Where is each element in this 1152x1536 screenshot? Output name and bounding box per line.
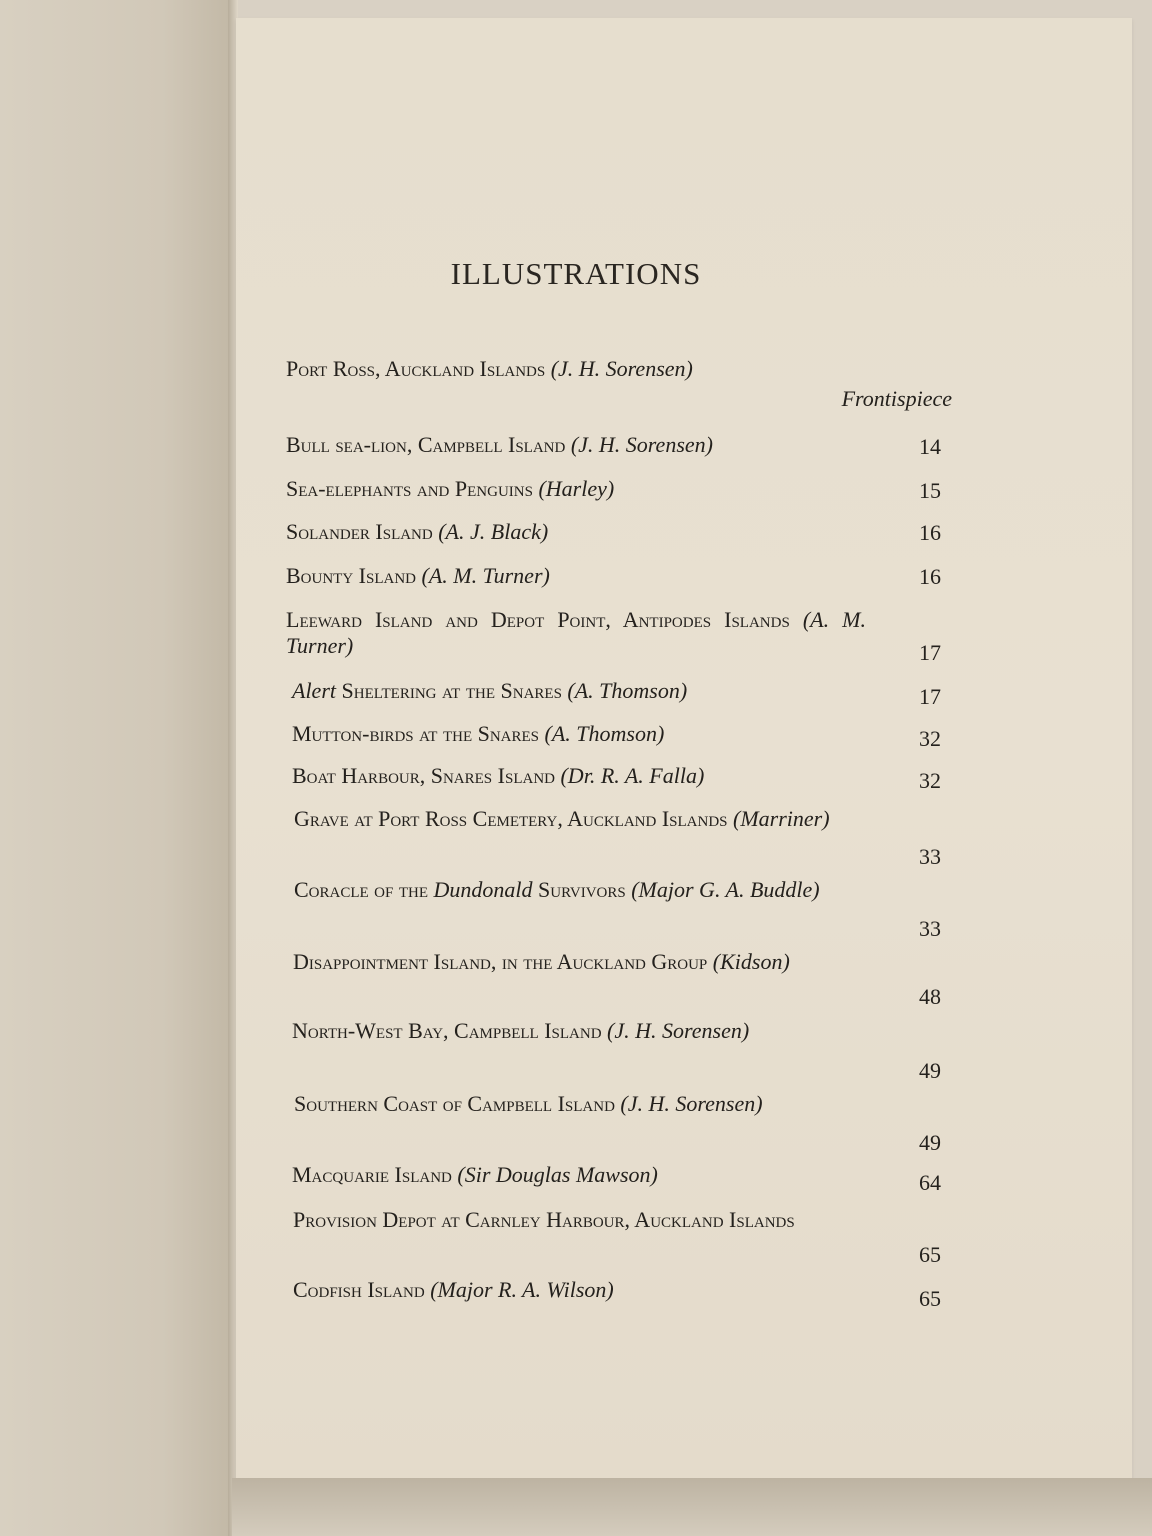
- list-item: [293, 1207, 865, 1233]
- entry-label: Southern Coast of Campbell Island: [294, 1091, 615, 1116]
- entry-label: Macquarie Island: [292, 1162, 452, 1187]
- entry-page-number: 15: [919, 478, 941, 503]
- list-item: [286, 519, 866, 545]
- entry-page-number: 16: [919, 564, 941, 589]
- entry-credit: (A. Thomson): [544, 721, 665, 746]
- list-item: [292, 678, 872, 704]
- entry-credit: (Kidson): [712, 949, 790, 974]
- entry-label: Mutton-birds at the Snares: [292, 721, 540, 746]
- list-item: [292, 763, 872, 789]
- entry-label: Solander Island: [286, 519, 433, 544]
- entry-page-number: 33: [919, 916, 941, 941]
- entry-label: Boat Harbour, Snares Island: [292, 763, 555, 788]
- facing-page: [0, 0, 232, 1536]
- list-item: [294, 806, 866, 832]
- entry-credit: (Dr. R. A. Falla): [560, 763, 705, 788]
- entry-credit: (A. M. Turner): [286, 607, 866, 658]
- entry-credit: (J. H. Sorensen): [607, 1018, 750, 1043]
- list-item: [293, 1277, 873, 1303]
- entry-page-number: 33: [919, 844, 941, 869]
- page-title: ILLUSTRATIONS: [450, 256, 702, 291]
- entry-credit: (J. H. Sorensen): [620, 1091, 763, 1116]
- list-item: [292, 1018, 864, 1044]
- entry-label: Port Ross, Auckland Islands: [286, 356, 546, 381]
- list-item: [286, 476, 866, 502]
- entry-page-number: 49: [919, 1058, 941, 1083]
- entry-credit: (J. H. Sorensen): [550, 356, 693, 381]
- list-item: [292, 721, 872, 747]
- list-item: [293, 949, 865, 975]
- entry-page-number: 48: [919, 984, 941, 1009]
- entry-label: Bull sea-lion, Campbell Island: [286, 432, 566, 457]
- entry-page-number: 17: [919, 684, 941, 709]
- entry-page-number: 16: [919, 520, 941, 545]
- frontispiece-label: Frontispiece: [841, 386, 952, 411]
- entry-label: Bounty Island: [286, 563, 416, 588]
- list-item: [286, 563, 866, 589]
- entry-credit: (Harley): [538, 476, 615, 501]
- entry-label: Disappointment Island, in the Auckland Group: [293, 949, 708, 974]
- entry-page-number: 32: [919, 768, 941, 793]
- entry-page-number: 14: [919, 434, 941, 459]
- list-item: [286, 607, 866, 659]
- entry-page-number: 49: [919, 1130, 941, 1155]
- entry-credit: (J. H. Sorensen): [570, 432, 713, 457]
- table-surface: [232, 1478, 1152, 1536]
- entry-credit: (Marriner): [733, 806, 830, 831]
- entry-label: Survivors: [538, 877, 626, 902]
- entry-label-prefix: Coracle of the: [294, 877, 429, 902]
- entry-label: Sea-elephants and Penguins: [286, 476, 533, 501]
- entry-label: Provision Depot at Carnley Harbour, Auckland Islands: [293, 1207, 795, 1232]
- list-item: [286, 356, 868, 382]
- list-item: [292, 1162, 872, 1188]
- entry-page-number: 17: [919, 640, 941, 665]
- entry-credit: (A. Thomson): [567, 678, 688, 703]
- entry-label: Grave at Port Ross Cemetery, Auckland Islands: [294, 806, 728, 831]
- entry-label: Sheltering at the Snares: [341, 678, 562, 703]
- entry-credit: (A. M. Turner): [421, 563, 550, 588]
- list-item: [294, 877, 866, 903]
- entry-page-number: 65: [919, 1242, 941, 1267]
- entry-page-number: 65: [919, 1286, 941, 1311]
- book-page: [236, 18, 1132, 1480]
- entry-label: North-West Bay, Campbell Island: [292, 1018, 602, 1043]
- entry-credit: (Sir Douglas Mawson): [457, 1162, 658, 1187]
- entry-credit: (Major R. A. Wilson): [430, 1277, 614, 1302]
- entry-page-number: 64: [919, 1170, 941, 1195]
- list-item: [294, 1091, 834, 1117]
- ship-name: Alert: [292, 678, 336, 703]
- entry-label: Leeward Island and Depot Point, Antipodes Islands: [286, 607, 790, 632]
- ship-name: Dundonald: [433, 877, 533, 902]
- list-item: [286, 432, 868, 458]
- entry-label: Codfish Island: [293, 1277, 425, 1302]
- entry-page-number: 32: [919, 726, 941, 751]
- entry-credit: (Major G. A. Buddle): [631, 877, 820, 902]
- entry-credit: (A. J. Black): [438, 519, 549, 544]
